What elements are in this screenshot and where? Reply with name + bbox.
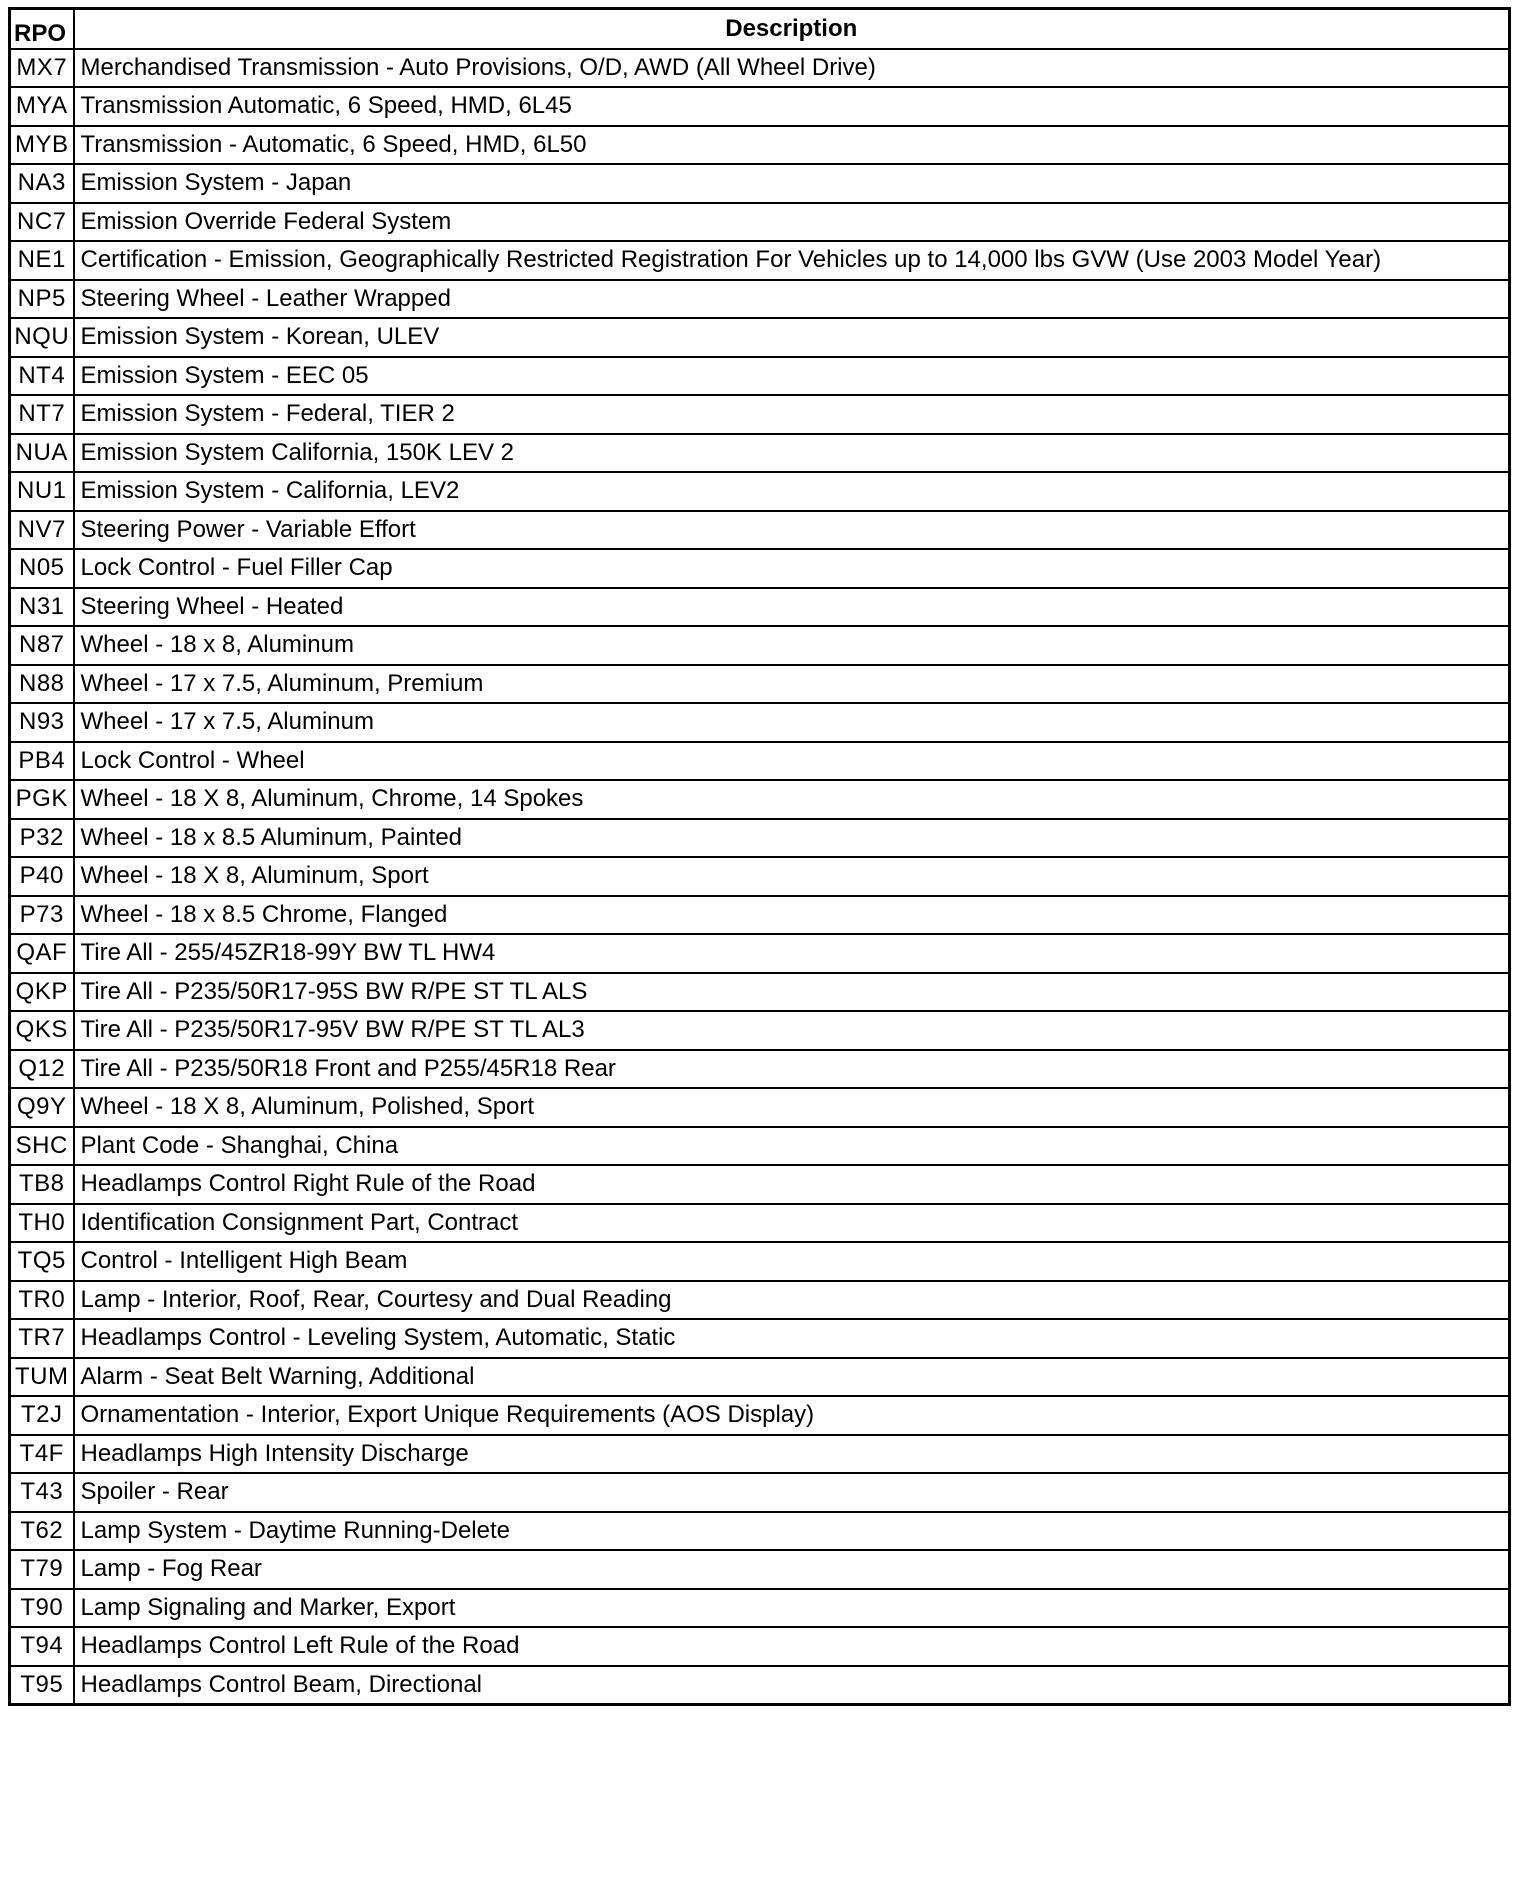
table-row [10, 1435, 1510, 1474]
rpo-code-cell: N05 [10, 549, 74, 588]
description-cell: Identification Consignment Part, Contract [74, 1204, 1510, 1243]
description-cell: Emission System - EEC 05 [74, 357, 1510, 396]
table-row [10, 280, 1510, 319]
rpo-code-cell: N88 [10, 665, 74, 704]
table-row [10, 434, 1510, 473]
table-row [10, 87, 1510, 126]
table-row [10, 1050, 1510, 1089]
table-row [10, 1165, 1510, 1204]
table-row [10, 742, 1510, 781]
description-cell: Wheel - 18 X 8, Aluminum, Polished, Sport [74, 1088, 1510, 1127]
table-row [10, 472, 1510, 511]
rpo-code-cell: T94 [10, 1627, 74, 1666]
table-row [10, 896, 1510, 935]
table-row [10, 1088, 1510, 1127]
rpo-code-cell: T62 [10, 1512, 74, 1551]
rpo-code-cell: MYA [10, 87, 74, 126]
description-cell: Tire All - P235/50R18 Front and P255/45R18 Rear [74, 1050, 1510, 1089]
table-row [10, 973, 1510, 1012]
table-row [10, 395, 1510, 434]
description-cell: Emission System - Japan [74, 164, 1510, 203]
description-cell: Certification - Emission, Geographically Restricted Registration For Vehicles up to 14,000 lbs GVW (Use 2003 Model Year) [74, 241, 1510, 280]
rpo-code-cell: N93 [10, 703, 74, 742]
description-cell: Emission System California, 150K LEV 2 [74, 434, 1510, 473]
description-cell: Lamp Signaling and Marker, Export [74, 1589, 1510, 1628]
rpo-code-cell: P32 [10, 819, 74, 858]
description-cell: Steering Wheel - Leather Wrapped [74, 280, 1510, 319]
rpo-code-cell: TR0 [10, 1281, 74, 1320]
rpo-code-cell: NE1 [10, 241, 74, 280]
rpo-code-cell: T43 [10, 1473, 74, 1512]
description-cell: Lock Control - Wheel [74, 742, 1510, 781]
description-cell: Alarm - Seat Belt Warning, Additional [74, 1358, 1510, 1397]
rpo-code-cell: NT7 [10, 395, 74, 434]
description-cell: Steering Power - Variable Effort [74, 511, 1510, 550]
description-cell: Transmission Automatic, 6 Speed, HMD, 6L45 [74, 87, 1510, 126]
description-cell: Transmission - Automatic, 6 Speed, HMD, 6L50 [74, 126, 1510, 165]
description-cell: Wheel - 18 X 8, Aluminum, Chrome, 14 Spokes [74, 780, 1510, 819]
table-row [10, 1358, 1510, 1397]
table-row [10, 1281, 1510, 1320]
rpo-code-cell: N31 [10, 588, 74, 627]
rpo-code-cell: P40 [10, 857, 74, 896]
description-cell: Lamp - Interior, Roof, Rear, Courtesy and Dual Reading [74, 1281, 1510, 1320]
table-row [10, 241, 1510, 280]
rpo-code-cell: QKP [10, 973, 74, 1012]
rpo-code-cell: NA3 [10, 164, 74, 203]
description-cell: Wheel - 17 x 7.5, Aluminum, Premium [74, 665, 1510, 704]
table-row [10, 203, 1510, 242]
table-row [10, 1550, 1510, 1589]
description-cell: Headlamps Control - Leveling System, Automatic, Static [74, 1319, 1510, 1358]
description-cell: Wheel - 17 x 7.5, Aluminum [74, 703, 1510, 742]
header-row [10, 9, 1510, 49]
rpo-code-cell: SHC [10, 1127, 74, 1166]
description-cell: Spoiler - Rear [74, 1473, 1510, 1512]
description-cell: Tire All - 255/45ZR18-99Y BW TL HW4 [74, 934, 1510, 973]
rpo-code-cell: NP5 [10, 280, 74, 319]
description-cell: Lock Control - Fuel Filler Cap [74, 549, 1510, 588]
rpo-code-cell: Q9Y [10, 1088, 74, 1127]
rpo-code-cell: N87 [10, 626, 74, 665]
table-row [10, 1666, 1510, 1705]
rpo-code-cell: QAF [10, 934, 74, 973]
table-row [10, 1011, 1510, 1050]
rpo-code-cell: TQ5 [10, 1242, 74, 1281]
rpo-code-cell: T4F [10, 1435, 74, 1474]
table-row [10, 318, 1510, 357]
table-row [10, 1204, 1510, 1243]
table-row [10, 511, 1510, 550]
table-row [10, 357, 1510, 396]
table-row [10, 1396, 1510, 1435]
header-description: Description [74, 9, 1510, 49]
table-row [10, 780, 1510, 819]
rpo-code-cell: PB4 [10, 742, 74, 781]
rpo-code-cell: NQU [10, 318, 74, 357]
rpo-code-cell: T90 [10, 1589, 74, 1628]
rpo-code-cell: P73 [10, 896, 74, 935]
table-row [10, 1512, 1510, 1551]
rpo-code-cell: MX7 [10, 49, 74, 88]
table-row [10, 857, 1510, 896]
description-cell: Wheel - 18 X 8, Aluminum, Sport [74, 857, 1510, 896]
description-cell: Headlamps High Intensity Discharge [74, 1435, 1510, 1474]
header-rpo: RPO [10, 9, 74, 49]
rpo-table [8, 7, 1511, 1706]
description-cell: Headlamps Control Right Rule of the Road [74, 1165, 1510, 1204]
rpo-code-cell: NU1 [10, 472, 74, 511]
description-cell: Emission Override Federal System [74, 203, 1510, 242]
rpo-code-cell: NUA [10, 434, 74, 473]
table-row [10, 665, 1510, 704]
rpo-code-cell: NV7 [10, 511, 74, 550]
rpo-code-cell: TR7 [10, 1319, 74, 1358]
description-cell: Merchandised Transmission - Auto Provisions, O/D, AWD (All Wheel Drive) [74, 49, 1510, 88]
table-row [10, 819, 1510, 858]
description-cell: Tire All - P235/50R17-95S BW R/PE ST TL ALS [74, 973, 1510, 1012]
description-cell: Control - Intelligent High Beam [74, 1242, 1510, 1281]
rpo-code-cell: Q12 [10, 1050, 74, 1089]
table-row [10, 164, 1510, 203]
description-cell: Plant Code - Shanghai, China [74, 1127, 1510, 1166]
table-row [10, 1473, 1510, 1512]
table-row [10, 626, 1510, 665]
description-cell: Emission System - Federal, TIER 2 [74, 395, 1510, 434]
table-row [10, 934, 1510, 973]
rpo-code-cell: PGK [10, 780, 74, 819]
rpo-code-cell: MYB [10, 126, 74, 165]
table-row [10, 126, 1510, 165]
table-row [10, 49, 1510, 88]
rpo-code-cell: QKS [10, 1011, 74, 1050]
description-cell: Wheel - 18 x 8, Aluminum [74, 626, 1510, 665]
description-cell: Wheel - 18 x 8.5 Chrome, Flanged [74, 896, 1510, 935]
description-cell: Wheel - 18 x 8.5 Aluminum, Painted [74, 819, 1510, 858]
description-cell: Headlamps Control Left Rule of the Road [74, 1627, 1510, 1666]
table-body [10, 49, 1510, 1705]
table-row [10, 1589, 1510, 1628]
table-row [10, 1319, 1510, 1358]
table-header [10, 9, 1510, 49]
rpo-code-cell: TB8 [10, 1165, 74, 1204]
table-row [10, 588, 1510, 627]
table-row [10, 703, 1510, 742]
description-cell: Steering Wheel - Heated [74, 588, 1510, 627]
description-cell: Ornamentation - Interior, Export Unique Requirements (AOS Display) [74, 1396, 1510, 1435]
description-cell: Tire All - P235/50R17-95V BW R/PE ST TL AL3 [74, 1011, 1510, 1050]
description-cell: Headlamps Control Beam, Directional [74, 1666, 1510, 1705]
table-row [10, 1242, 1510, 1281]
rpo-code-cell: T79 [10, 1550, 74, 1589]
rpo-code-cell: TUM [10, 1358, 74, 1397]
rpo-code-cell: TH0 [10, 1204, 74, 1243]
table-row [10, 1127, 1510, 1166]
rpo-code-cell: NC7 [10, 203, 74, 242]
description-cell: Lamp - Fog Rear [74, 1550, 1510, 1589]
table-row [10, 549, 1510, 588]
rpo-code-cell: T2J [10, 1396, 74, 1435]
table-row [10, 1627, 1510, 1666]
rpo-code-cell: NT4 [10, 357, 74, 396]
description-cell: Lamp System - Daytime Running-Delete [74, 1512, 1510, 1551]
description-cell: Emission System - Korean, ULEV [74, 318, 1510, 357]
rpo-code-cell: T95 [10, 1666, 74, 1705]
description-cell: Emission System - California, LEV2 [74, 472, 1510, 511]
